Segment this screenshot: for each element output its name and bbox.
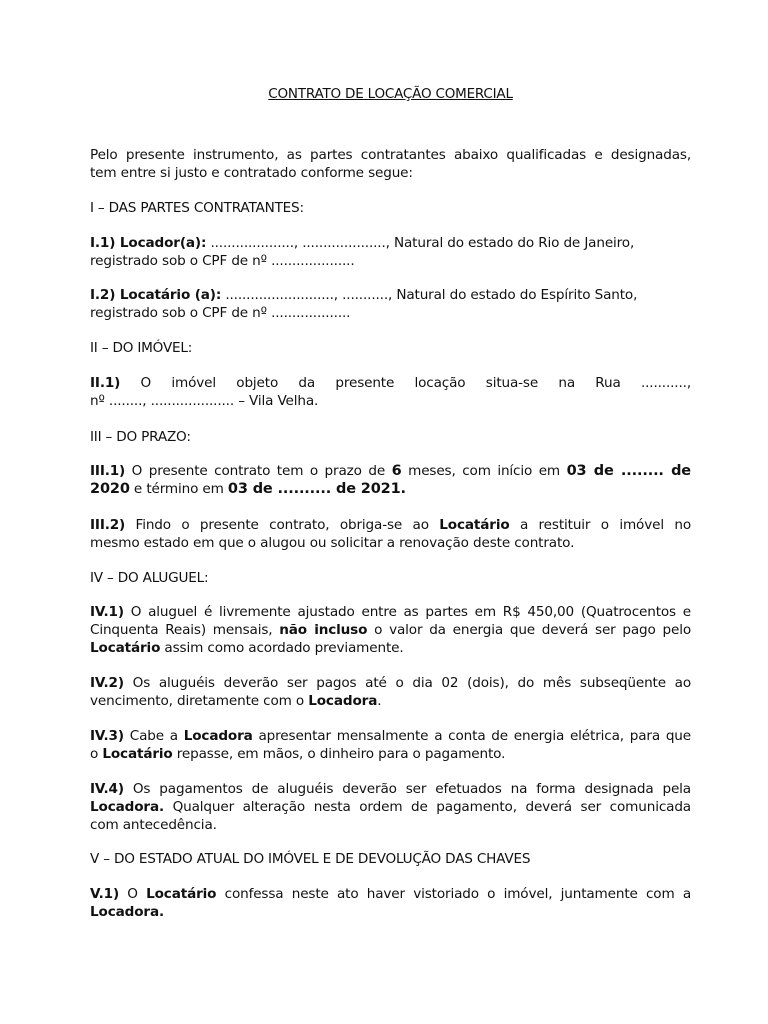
- clause-iii1-text-2: meses, com início em: [401, 463, 567, 479]
- clause-v1-text-2: confessa neste ato haver vistoriado o imóvel, juntamente com a: [216, 886, 691, 902]
- clause-iv4: [90, 780, 691, 834]
- clause-i1-line-2: registrado sob o CPF de nº ....................: [90, 253, 355, 269]
- clause-ii1-text: O imóvel objeto da presente locação situa-se na Rua ...........,: [120, 375, 691, 391]
- clause-v1-locatario: Locatário: [146, 886, 217, 902]
- clause-iv2-label: IV.2): [90, 675, 124, 691]
- clause-ii1: [90, 374, 691, 410]
- clause-i2-line-2: registrado sob o CPF de nº ...................: [90, 305, 351, 321]
- clause-i1-label: I.1) Locador(a):: [90, 235, 207, 251]
- clause-iii1-months: 6: [391, 463, 402, 479]
- section-4-heading: IV – DO ALUGUEL:: [90, 570, 209, 586]
- clause-iv1-text-2: Cinquenta Reais) mensais,: [90, 622, 280, 638]
- clause-iv1-locatario: Locatário: [90, 640, 161, 656]
- clause-iii1-label: III.1): [90, 463, 126, 479]
- clause-iv4-locadora: Locadora.: [90, 799, 164, 815]
- clause-iv3-label: IV.3): [90, 728, 124, 744]
- clause-iv3-text-2: apresentar mensalmente a conta de energia elétrica, para que: [252, 728, 691, 744]
- clause-iv1-label: IV.1): [90, 604, 124, 620]
- clause-i1: [90, 234, 691, 270]
- clause-iii1-text-3: e término em: [129, 481, 228, 497]
- clause-v1-label: V.1): [90, 886, 120, 902]
- clause-iv1: [90, 603, 691, 657]
- clause-iv2: [90, 674, 691, 710]
- clause-iv4-text-1: Os pagamentos de aluguéis deverão ser efetuados na forma designada pela: [123, 781, 691, 797]
- clause-ii1-line-2: nº ........, .................... – Vila Velha.: [90, 393, 319, 409]
- clause-ii1-label: II.1): [90, 375, 121, 391]
- clause-iii2-text-1: Findo o presente contrato, obriga-se ao: [125, 517, 440, 533]
- clause-iii2-text-2: a restituir o imóvel no: [509, 517, 691, 533]
- clause-i1-text: ...................., ...................., Natural do estado do Rio de Janeiro,: [206, 235, 635, 251]
- clause-iii2-locatario: Locatário: [439, 517, 510, 533]
- clause-iv2-text-2: vencimento, diretamente com o: [90, 693, 309, 709]
- clause-iv2-text-3: .: [377, 693, 382, 709]
- clause-iii1-start-year: 2020: [90, 481, 130, 497]
- section-3-heading: III – DO PRAZO:: [90, 429, 191, 445]
- clause-iii2-line-2: mesmo estado em que o alugou ou solicitar a renovação deste contrato.: [90, 535, 575, 551]
- clause-v1: [90, 885, 691, 921]
- clause-iii2-label: III.2): [90, 517, 126, 533]
- intro-paragraph: [90, 146, 691, 182]
- clause-iv1-text-3: o valor da energia que deverá ser pago pelo: [367, 622, 691, 638]
- clause-iv2-text-1: Os aluguéis deverão ser pagos até o dia 02 (dois), do mês subseqüente ao: [123, 675, 691, 691]
- clause-iv1-text-4: assim como acordado previamente.: [160, 640, 404, 656]
- clause-iv2-locadora: Locadora: [308, 693, 378, 709]
- clause-iv3-text-1: Cabe a: [123, 728, 184, 744]
- clause-iv3-text-4: repasse, em mãos, o dinheiro para o pagamento.: [172, 746, 506, 762]
- clause-iv3-locadora: Locadora: [183, 728, 253, 744]
- document-title: CONTRATO DE LOCAÇÃO COMERCIAL: [268, 86, 513, 102]
- section-5-heading: V – DO ESTADO ATUAL DO IMÓVEL E DE DEVOLUÇÃO DAS CHAVES: [90, 851, 531, 867]
- clause-iii1-text-1: O presente contrato tem o prazo de: [125, 463, 392, 479]
- intro-line-2: tem entre si justo e contratado conforme segue:: [90, 165, 413, 181]
- document-page: [90, 0, 691, 1024]
- clause-iv3-text-3: o: [90, 746, 103, 762]
- clause-i2-text: .........................., ..........., Natural do estado do Espírito Santo,: [221, 287, 638, 303]
- clause-v1-text-1: O: [119, 886, 147, 902]
- clause-v1-locadora: Locadora.: [90, 904, 164, 920]
- clause-iv1-text-1: O aluguel é livremente ajustado entre as partes em R$ 450,00 (Quatrocentos e: [123, 604, 691, 620]
- clause-iv4-text-3: com antecedência.: [90, 817, 217, 833]
- clause-iii1-start-date: 03 de ........ de: [566, 463, 691, 479]
- clause-iii1-end-date: 03 de .......... de 2021.: [227, 481, 406, 497]
- clause-iv1-nao-incluso: não incluso: [279, 622, 368, 638]
- intro-line-1: Pelo presente instrumento, as partes contratantes abaixo qualificadas e designadas,: [90, 147, 691, 163]
- clause-iv3: [90, 727, 691, 763]
- clause-iv4-label: IV.4): [90, 781, 124, 797]
- section-1-heading: I – DAS PARTES CONTRATANTES:: [90, 200, 304, 216]
- clause-i2-label: I.2) Locatário (a):: [90, 287, 222, 303]
- clause-iv4-text-2: Qualquer alteração nesta ordem de pagamento, deverá ser comunicada: [164, 799, 691, 815]
- clause-iv3-locatario: Locatário: [102, 746, 173, 762]
- clause-iii1: [90, 462, 691, 498]
- section-2-heading: II – DO IMÓVEL:: [90, 340, 193, 356]
- clause-iii2: [90, 516, 691, 552]
- clause-i2: [90, 286, 691, 322]
